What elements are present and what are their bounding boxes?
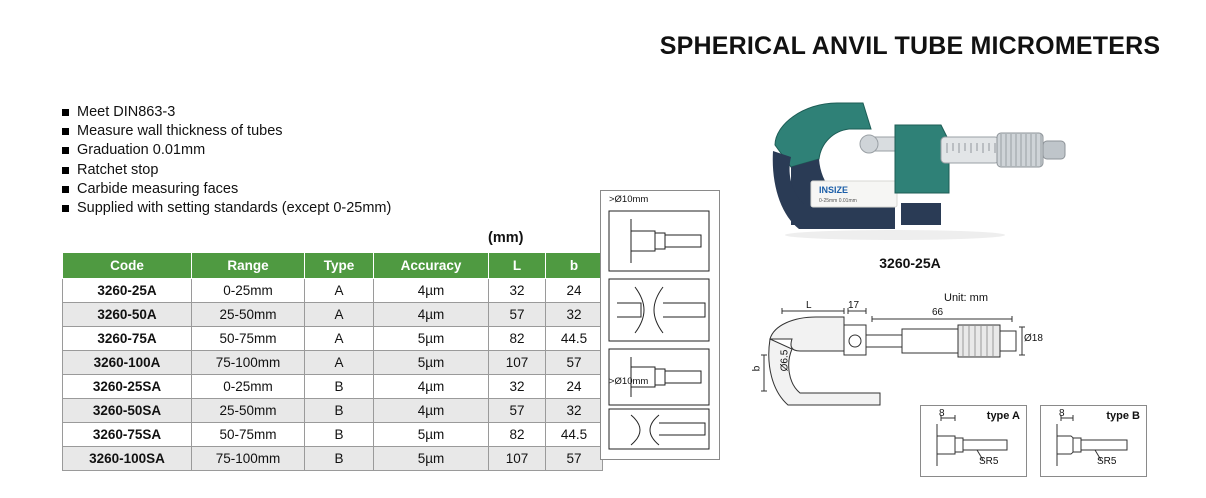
bullet-icon (62, 186, 69, 193)
cell-range: 50-75mm (192, 423, 305, 447)
column-header-l: L (489, 253, 546, 279)
cell-code: 3260-25A (63, 279, 192, 303)
micrometer-illustration (745, 85, 1075, 245)
list-item (62, 141, 582, 160)
cell-range: 50-75mm (192, 327, 305, 351)
dimension-label-17: 17 (848, 300, 860, 311)
type-b-title: type B (1106, 410, 1140, 422)
column-header-b: b (546, 253, 603, 279)
table-row (63, 447, 603, 471)
product-model-caption: 3260-25A (879, 255, 941, 271)
cell-type: B (305, 399, 374, 423)
cell-code: 3260-50A (63, 303, 192, 327)
table-row (63, 327, 603, 351)
cell-type: A (305, 279, 374, 303)
cell-range: 0-25mm (192, 375, 305, 399)
cell-b: 44.5 (546, 423, 603, 447)
feature-text: Supplied with setting standards (except 0-25mm) (77, 200, 392, 217)
type-a-title: type A (986, 410, 1020, 422)
cell-type: A (305, 327, 374, 351)
cell-l: 32 (489, 375, 546, 399)
cell-range: 25-50mm (192, 303, 305, 327)
table-row (63, 303, 603, 327)
type-a-detail (920, 405, 1027, 477)
type-b-radius: SR5 (1097, 456, 1117, 467)
table-row (63, 399, 603, 423)
page-title: SPHERICAL ANVIL TUBE MICROMETERS (659, 32, 1161, 60)
table-row (63, 279, 603, 303)
cell-b: 32 (546, 303, 603, 327)
unit-note: Unit: mm (944, 292, 988, 304)
cell-type: B (305, 423, 374, 447)
cell-code: 3260-75A (63, 327, 192, 351)
cell-b: 32 (546, 399, 603, 423)
feature-text: Meet DIN863-3 (77, 104, 176, 120)
diagram-label-mid: >Ø10mm (609, 376, 649, 387)
dimension-label-diameter-18: Ø18 (1024, 333, 1043, 344)
cell-b: 57 (546, 351, 603, 375)
table-row (63, 423, 603, 447)
dimension-label-66: 66 (932, 307, 944, 318)
table-header-row (63, 253, 603, 279)
list-item (62, 103, 582, 122)
dimension-label-b: b (751, 365, 763, 372)
table-row (63, 375, 603, 399)
cell-range: 75-100mm (192, 447, 305, 471)
cell-accuracy: 4µm (374, 399, 489, 423)
feature-text: Measure wall thickness of tubes (77, 123, 283, 140)
cell-b: 24 (546, 279, 603, 303)
feature-text: Graduation 0.01mm (77, 142, 206, 159)
cell-type: A (305, 303, 374, 327)
cell-code: 3260-25SA (63, 375, 192, 399)
type-b-dim: 8 (1059, 408, 1065, 419)
type-a-dim: 8 (939, 408, 945, 419)
cell-code: 3260-100A (63, 351, 192, 375)
cell-b: 44.5 (546, 327, 603, 351)
cell-l: 32 (489, 279, 546, 303)
cell-type: B (305, 447, 374, 471)
cell-accuracy: 4µm (374, 375, 489, 399)
dimension-label-L: L (806, 300, 812, 311)
measuring-principle-diagram (600, 190, 720, 460)
cell-type: B (305, 375, 374, 399)
product-photo (745, 85, 1075, 245)
cell-l: 57 (489, 399, 546, 423)
measuring-principle-svg (601, 191, 717, 457)
cell-accuracy: 5µm (374, 423, 489, 447)
cell-accuracy: 4µm (374, 303, 489, 327)
table-row (63, 351, 603, 375)
column-header-range: Range (192, 253, 305, 279)
list-item (62, 161, 582, 180)
cell-l: 82 (489, 423, 546, 447)
cell-accuracy: 5µm (374, 447, 489, 471)
cell-b: 57 (546, 447, 603, 471)
cell-code: 3260-100SA (63, 447, 192, 471)
type-b-detail (1040, 405, 1147, 477)
feature-list (62, 103, 582, 218)
cell-l: 82 (489, 327, 546, 351)
bullet-icon (62, 109, 69, 116)
bullet-icon (62, 205, 69, 212)
column-header-accuracy: Accuracy (374, 253, 489, 279)
cell-l: 57 (489, 303, 546, 327)
type-a-radius: SR5 (979, 456, 999, 467)
list-item (62, 199, 582, 218)
cell-range: 25-50mm (192, 399, 305, 423)
cell-l: 107 (489, 351, 546, 375)
dimension-label-diameter-6-5: Ø6.5 (779, 349, 791, 372)
svg-text:0-25mm 0.01mm: 0-25mm 0.01mm (819, 198, 857, 204)
column-header-type: Type (305, 253, 374, 279)
cell-range: 0-25mm (192, 279, 305, 303)
units-label: (mm) (488, 230, 524, 246)
specification-table (62, 252, 603, 471)
cell-l: 107 (489, 447, 546, 471)
cell-code: 3260-50SA (63, 399, 192, 423)
cell-accuracy: 4µm (374, 279, 489, 303)
bullet-icon (62, 167, 69, 174)
cell-range: 75-100mm (192, 351, 305, 375)
diagram-label-top: >Ø10mm (609, 194, 649, 205)
svg-text:INSIZE: INSIZE (819, 185, 849, 195)
cell-type: A (305, 351, 374, 375)
bullet-icon (62, 147, 69, 154)
cell-accuracy: 5µm (374, 351, 489, 375)
feature-text: Ratchet stop (77, 161, 159, 178)
cell-accuracy: 5µm (374, 327, 489, 351)
bullet-icon (62, 128, 69, 135)
column-header-code: Code (63, 253, 192, 279)
feature-text: Carbide measuring faces (77, 180, 239, 197)
cell-code: 3260-75SA (63, 423, 192, 447)
cell-b: 24 (546, 375, 603, 399)
list-item (62, 122, 582, 141)
list-item (62, 180, 582, 199)
